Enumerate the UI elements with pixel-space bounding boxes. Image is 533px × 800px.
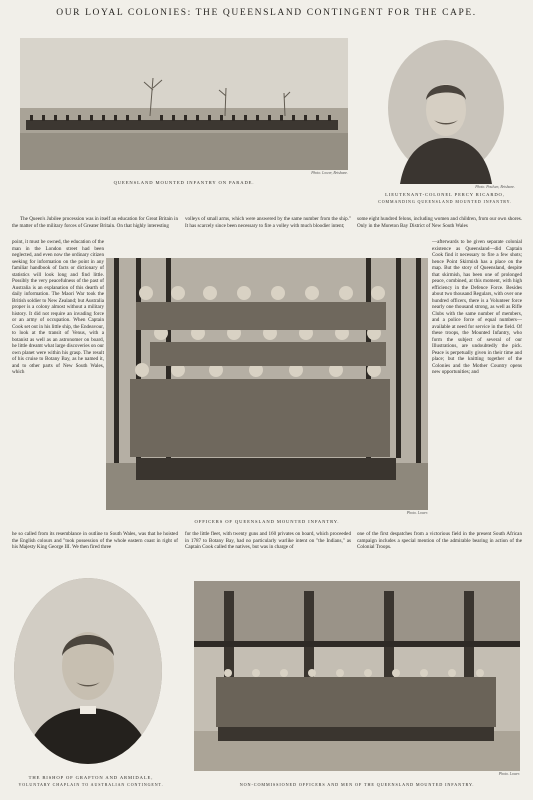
text-block: volleys of small arms, which were answered by the same number from the ship." It has scarcely since been necessary to fire a volley with much bloodier intent; bbox=[185, 216, 351, 229]
parade-photo bbox=[20, 38, 348, 170]
article-text-col1-bottom bbox=[12, 531, 178, 551]
officers-photo-caption: OFFICERS OF QUEENSLAND MOUNTED INFANTRY. bbox=[194, 519, 340, 524]
bishop-caption-role: VOLUNTARY CHAPLAIN TO AUSTRALIAN CONTINGENT. bbox=[18, 782, 164, 787]
article-text-col2-bottom bbox=[185, 531, 351, 551]
text-block: point, it must be owned, the education of the man in the London street had been neglected, and even now the ordinary citizen seeking for information on the point in any familiar handbook of facts or dictionary of statistics will look long and find little. Possibly the very peacefulness of the past of Australia is an explanation of this dearth of daily information. The Maori War took the British soldier to New Zealand; but Australia proper is a colony almost without a military history. It did not require an invading force or an army of occupation. When Captain Cook set out in his little ship, the Endeavour, to look at the transit of Venus, with a botanist as well as an astronomer on board, he little dreamt what large discoveries on our own planet were within his grasp. The result of his cruise to Botany Bay, as he named it, and to other parts of New South Wales, which bbox=[12, 239, 104, 376]
text-block: for the little fleet, with twenty guns and 160 privates on board, which proceeded in 1787 to Botany Bay, had no particularly warlike intent on "the Indians," as Captain Cook called the natives, but was in charge of bbox=[185, 531, 351, 551]
article-text-col1-top bbox=[12, 216, 178, 229]
bishop-portrait bbox=[14, 578, 162, 764]
ricardo-portrait bbox=[378, 38, 515, 184]
ricardo-caption-role: COMMANDING QUEENSLAND MOUNTED INFANTRY. bbox=[378, 199, 512, 204]
text-block: one of the first despatches from a victorious field in the present South African campaign includes a special mention of the admirable bearing in action of the Colonial Troops. bbox=[357, 531, 522, 551]
parade-photo-caption: QUEENSLAND MOUNTED INFANTRY ON PARADE. bbox=[113, 180, 255, 185]
ricardo-caption-name: LIEUTENANT-COLONEL PERCY RICARDO, bbox=[385, 192, 505, 197]
officers-photo bbox=[106, 258, 428, 510]
parade-photo-credit: Photo. Lower, Brisbane. bbox=[311, 171, 348, 175]
article-text-col3-narrow bbox=[432, 239, 522, 376]
article-text-col1-narrow bbox=[12, 239, 104, 376]
nco-photo bbox=[194, 581, 520, 771]
text-block: —afterwards to be given separate colonial existence as Queensland—did Captain Cook find it necessary to fire a few shots; hence Point Skirmish has a place on the map. But the story of Queensland, despite that skirmish, has been one of prolonged peace, combined, at this moment, with high efficiency in the Defence Force. Besides about two thousand Regulars, with over one hundred officers, there is a Volunteer force nearly one thousand strong, as well as Rifle Clubs with the same number of members, and a police force of equal numbers—available at need for service in the field. Of these troops, the Mounted Infantry, who form the subject of several of our Illustrations, are undoubtedly the pick. Peace is perpetually given in their time and place; but the knitting together of the Colonies and the Mother Country opens new opportunities; and bbox=[432, 239, 522, 376]
nco-photo-caption: NON-COMMISSIONED OFFICERS AND MEN OF THE QUEENSLAND MOUNTED INFANTRY. bbox=[239, 782, 475, 787]
ricardo-photo-credit: Photo. Poulsen, Brisbane. bbox=[475, 185, 515, 189]
text-block: he so called from its resemblance in outline to South Wales, was that he hoisted the English colours and "took possession of the whole eastern coast in right of his Majesty King George III. We then fired three bbox=[12, 531, 178, 551]
article-text-col2-top bbox=[185, 216, 351, 229]
text-block: The Queen's Jubilee procession was in itself an education for Great Britain in the matter of the military forces of Greater Britain. On that highly interesting bbox=[12, 216, 178, 229]
page-title: OUR LOYAL COLONIES: THE QUEENSLAND CONTINGENT FOR THE CAPE. bbox=[56, 8, 477, 18]
officers-photo-credit: Photo. Lower. bbox=[406, 511, 428, 515]
article-text-col3-bottom bbox=[357, 531, 522, 551]
bishop-caption-name: THE BISHOP OF GRAFTON AND ARMIDALE, bbox=[28, 775, 154, 780]
article-text-col3-top bbox=[357, 216, 522, 229]
text-block: some eight hundred felons, including women and children, from our own shores. Only in the Moreton Bay District of New South Wales bbox=[357, 216, 522, 229]
nco-photo-credit: Photo. Lower. bbox=[498, 772, 520, 776]
